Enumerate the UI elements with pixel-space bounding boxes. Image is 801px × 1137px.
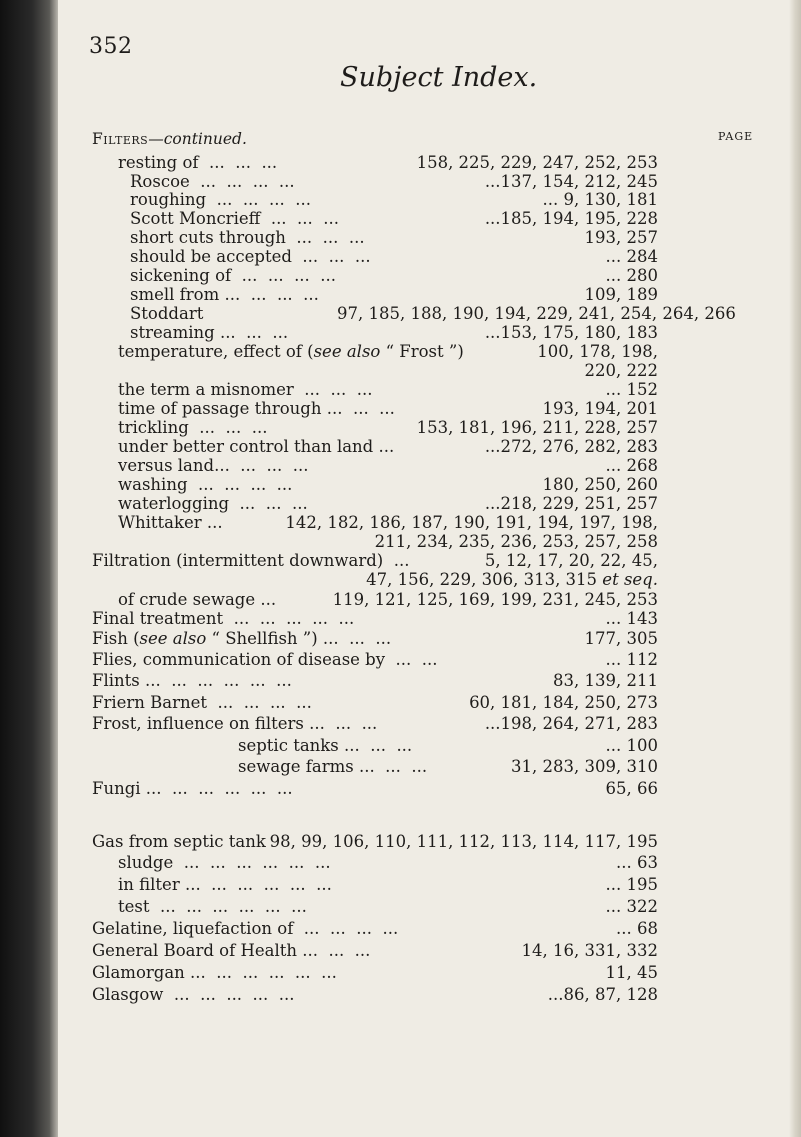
- entry-pages: 109, 189: [584, 285, 658, 304]
- index-entry-scott-moncrieff: [0, 209, 801, 229]
- entry-term: the term a misnomer ... ... ...: [118, 380, 373, 399]
- index-entry-resting-of: [0, 153, 801, 173]
- entry-term: General Board of Health ... ... ...: [92, 941, 371, 960]
- entry-term: under better control than land ...: [118, 437, 395, 456]
- section-suffix: —continued.: [148, 130, 247, 148]
- entry-pages: 65, 66: [605, 779, 658, 798]
- section-heading: [92, 130, 247, 148]
- entry-term: smell from ... ... ... ...: [130, 285, 319, 304]
- entry-pages: 193, 194, 201: [542, 399, 658, 418]
- entry-pages: 5, 12, 17, 20, 22, 45,: [484, 551, 658, 570]
- index-entry-gas-test: [0, 897, 801, 917]
- running-head: Subject Index.: [340, 62, 538, 93]
- entry-pages: ... 9, 130, 181: [542, 190, 658, 209]
- index-entry-whittaker-cont: [0, 532, 801, 552]
- entry-term: Gas from septic tank: [92, 832, 266, 851]
- index-entry-temperature: [0, 342, 801, 362]
- entry-term: septic tanks ... ... ...: [238, 736, 413, 755]
- entry-term: Final treatment ... ... ... ... ...: [92, 609, 355, 628]
- entry-pages: 98, 99, 106, 110, 111, 112, 113, 114, 117, 195: [269, 832, 658, 851]
- index-entry-stoddart: [0, 304, 801, 324]
- page-column-label: PAGE: [718, 130, 754, 143]
- entry-term: waterlogging ... ... ...: [118, 494, 308, 513]
- entry-pages: 119, 121, 125, 169, 199, 231, 245, 253: [332, 590, 658, 609]
- index-entry-filtration-cont: [0, 570, 801, 590]
- entry-pages: 83, 139, 211: [553, 671, 658, 690]
- index-entry-waterlogging: [0, 494, 801, 514]
- index-entry-frost: [0, 714, 801, 734]
- entry-pages: ...137, 154, 212, 245: [484, 172, 658, 191]
- index-entry-versus-land: [0, 456, 801, 476]
- entry-term: Flints ... ... ... ... ... ...: [92, 671, 292, 690]
- index-entry-final-treatment: [0, 609, 801, 629]
- entry-term: Scott Moncrieff ... ... ...: [130, 209, 340, 228]
- entry-pages: 177, 305: [584, 629, 658, 648]
- index-entry-trickling: [0, 418, 801, 438]
- index-entry-friern-barnet: [0, 693, 801, 713]
- index-entry-flints: [0, 671, 801, 691]
- entry-pages: ...185, 194, 195, 228: [484, 209, 658, 228]
- entry-term: in filter ... ... ... ... ... ...: [118, 875, 332, 894]
- index-entry-gelatine: [0, 919, 801, 939]
- entry-term: Whittaker ...: [118, 513, 223, 532]
- entry-pages: 220, 222: [584, 361, 658, 380]
- entry-pages: ... 143: [605, 609, 658, 628]
- index-entry-temperature-cont: [0, 361, 801, 381]
- entry-term: resting of ... ... ...: [118, 153, 278, 172]
- index-entry-general-board: [0, 941, 801, 961]
- index-entry-sewage-farms: [0, 757, 801, 777]
- entry-pages: ...153, 175, 180, 183: [484, 323, 658, 342]
- entry-pages: ... 284: [605, 247, 658, 266]
- entry-pages: 14, 16, 331, 332: [521, 941, 658, 960]
- index-entry-filtration: [0, 551, 801, 571]
- entry-term: Gelatine, liquefaction of ... ... ... ...: [92, 919, 399, 938]
- entry-term: washing ... ... ... ...: [118, 475, 293, 494]
- entry-term: streaming ... ... ...: [130, 323, 289, 342]
- index-entry-roughing: [0, 190, 801, 210]
- entry-term: versus land... ... ... ...: [118, 456, 309, 475]
- entry-term: of crude sewage ...: [118, 590, 277, 609]
- see-also: see also: [139, 629, 207, 648]
- entry-pages: ...86, 87, 128: [547, 985, 658, 1004]
- entry-pages: 158, 225, 229, 247, 252, 253: [416, 153, 658, 172]
- index-entry-glasgow: [0, 985, 801, 1005]
- entry-pages: 60, 181, 184, 250, 273: [469, 693, 658, 712]
- index-entry-smell-from: [0, 285, 801, 305]
- entry-pages: 31, 283, 309, 310: [511, 757, 658, 776]
- entry-pages: ... 280: [605, 266, 658, 285]
- entry-pages: ... 68: [616, 919, 658, 938]
- entry-term: Glamorgan ... ... ... ... ... ...: [92, 963, 337, 982]
- entry-term: Fungi ... ... ... ... ... ...: [92, 779, 293, 798]
- entry-pages: ...198, 264, 271, 283: [484, 714, 658, 733]
- entry-pages: ... 152: [605, 380, 658, 399]
- index-entry-short-cuts: [0, 228, 801, 248]
- entry-pages: ...218, 229, 251, 257: [484, 494, 658, 513]
- entry-pages: ... 112: [605, 650, 658, 669]
- entry-pages: ...272, 276, 282, 283: [484, 437, 658, 456]
- index-entry-gas-septic-tank: [0, 832, 801, 852]
- index-entry-fish: [0, 629, 801, 649]
- index-entry-streaming: [0, 323, 801, 343]
- entry-pages: ... 322: [605, 897, 658, 916]
- entry-pages: 180, 250, 260: [542, 475, 658, 494]
- entry-pages: ... 268: [605, 456, 658, 475]
- index-entry-fungi: [0, 779, 801, 799]
- index-entry-flies: [0, 650, 801, 670]
- entry-pages: ... 195: [605, 875, 658, 894]
- entry-pages: 11, 45: [605, 963, 658, 982]
- entry-pages: 47, 156, 229, 306, 313, 315 et seq.: [366, 570, 658, 589]
- index-entry-glamorgan: [0, 963, 801, 983]
- page-number: 352: [89, 34, 133, 59]
- entry-term: temperature, effect of (see also “ Frost ”): [118, 342, 464, 361]
- entry-term: Stoddart: [130, 304, 204, 323]
- entry-pages: 100, 178, 198,: [537, 342, 658, 361]
- entry-pages: 97, 185, 188, 190, 194, 229, 241, 254, 264, 266: [337, 304, 736, 323]
- entry-term: short cuts through ... ... ...: [130, 228, 365, 247]
- entry-pages: ... 100: [605, 736, 658, 755]
- entry-term: roughing ... ... ... ...: [130, 190, 312, 209]
- entry-term: test ... ... ... ... ... ...: [118, 897, 307, 916]
- entry-pages: 193, 257: [584, 228, 658, 247]
- index-entry-crude-sewage: [0, 590, 801, 610]
- entry-pages: 142, 182, 186, 187, 190, 191, 194, 197, 198,: [285, 513, 658, 532]
- entry-term: sludge ... ... ... ... ... ...: [118, 853, 331, 872]
- entry-term: Glasgow ... ... ... ... ...: [92, 985, 295, 1004]
- index-entry-under-better-control: [0, 437, 801, 457]
- entry-term: trickling ... ... ...: [118, 418, 268, 437]
- entry-term: Friern Barnet ... ... ... ...: [92, 693, 312, 712]
- section-term: Filters: [92, 130, 149, 148]
- index-entry-whittaker: [0, 513, 801, 533]
- index-entry-gas-sludge: [0, 853, 801, 873]
- entry-term: Fish (see also “ Shellfish ”) ... ... ...: [92, 629, 392, 648]
- index-entry-septic-tanks: [0, 736, 801, 756]
- entry-term: Frost, influence on filters ... ... ...: [92, 714, 378, 733]
- index-entry-time-of-passage: [0, 399, 801, 419]
- entry-term: sewage farms ... ... ...: [238, 757, 428, 776]
- entry-term: Roscoe ... ... ... ...: [130, 172, 295, 191]
- index-entry-should-be-accepted: [0, 247, 801, 267]
- entry-term: Filtration (intermittent downward) ...: [92, 551, 410, 570]
- index-entry-misnomer: [0, 380, 801, 400]
- index-entry-sickening-of: [0, 266, 801, 286]
- entry-term: sickening of ... ... ... ...: [130, 266, 337, 285]
- entry-pages: 211, 234, 235, 236, 253, 257, 258: [374, 532, 658, 551]
- see-also: see also: [313, 342, 381, 361]
- entry-pages: ... 63: [616, 853, 658, 872]
- entry-term: Flies, communication of disease by ... ...: [92, 650, 438, 669]
- index-entry-washing: [0, 475, 801, 495]
- index-entry-roscoe: [0, 172, 801, 192]
- entry-pages: 153, 181, 196, 211, 228, 257: [416, 418, 658, 437]
- entry-term: should be accepted ... ... ...: [130, 247, 371, 266]
- index-entry-gas-in-filter: [0, 875, 801, 895]
- entry-term: time of passage through ... ... ...: [118, 399, 395, 418]
